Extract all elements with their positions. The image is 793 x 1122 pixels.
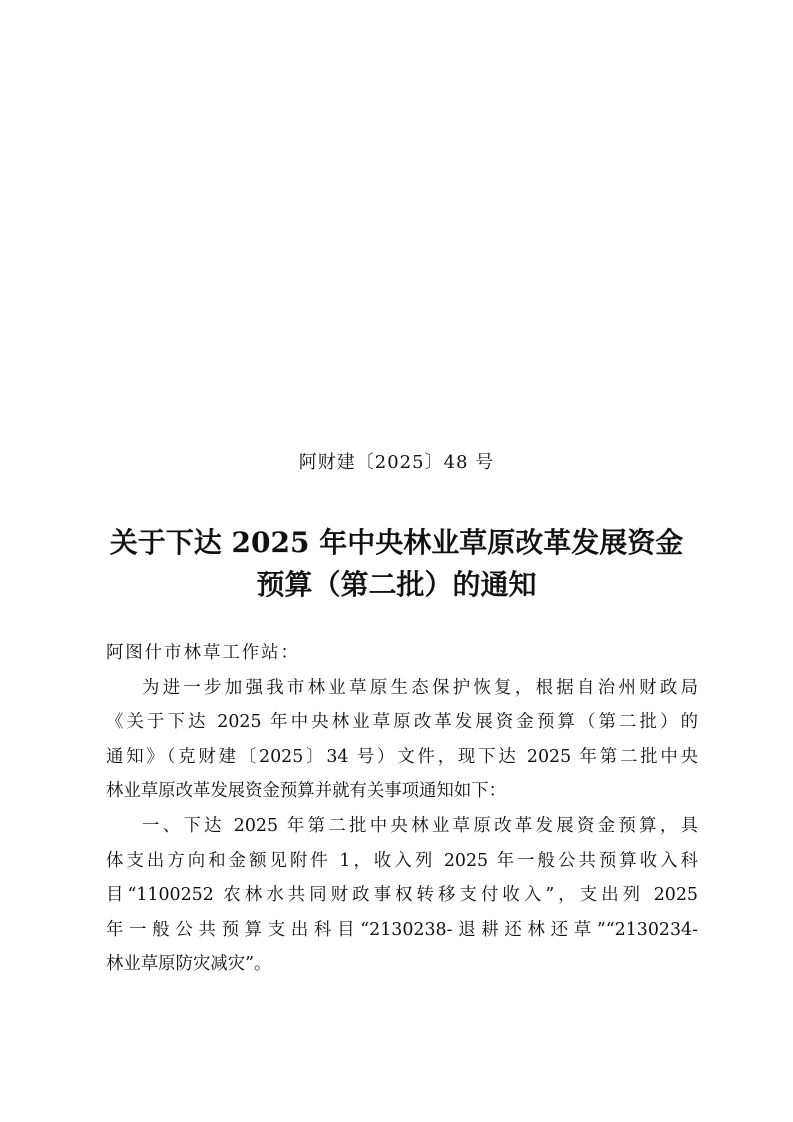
salutation: 阿图什市林草工作站： [106,643,300,663]
paragraph-line: 体支出方向和金额见附件 1，收入列 2025 年一般公共预算收入科 [106,850,698,871]
paragraph-line: 一、下达 2025 年第二批中央林业草原改革发展资金预算，具 [142,815,698,836]
document-body [106,636,698,982]
title-line: 预算（第二批）的通知 [256,568,537,601]
paragraph-line: 《关于下达 2025 年中央林业草原改革发展资金预算（第二批）的 [106,712,698,733]
paragraph-line: 通知》（克财建〔2025〕34 号）文件，现下达 2025 年第二批中央 [106,746,698,767]
paragraph-line: 林业草原改革发展资金预算并就有关事项通知如下： [106,781,506,802]
paragraph-line: 林业草原防灾减灾”。 [106,954,272,975]
paragraph-line: 年一般公共预算支出科目“2130238-退耕还林还草”“2130234- [106,919,698,940]
document-title [90,522,703,606]
title-line: 关于下达 2025 年中央林业草原改革发展资金 [109,526,684,559]
paragraph-line: 目“1100252 农林水共同财政事权转移支付收入”，支出列 2025 [106,885,698,906]
document-number: 阿财建〔2025〕48 号 [298,452,495,473]
paragraph-line: 为进一步加强我市林业草原生态保护恢复，根据自治州财政局 [142,677,698,698]
